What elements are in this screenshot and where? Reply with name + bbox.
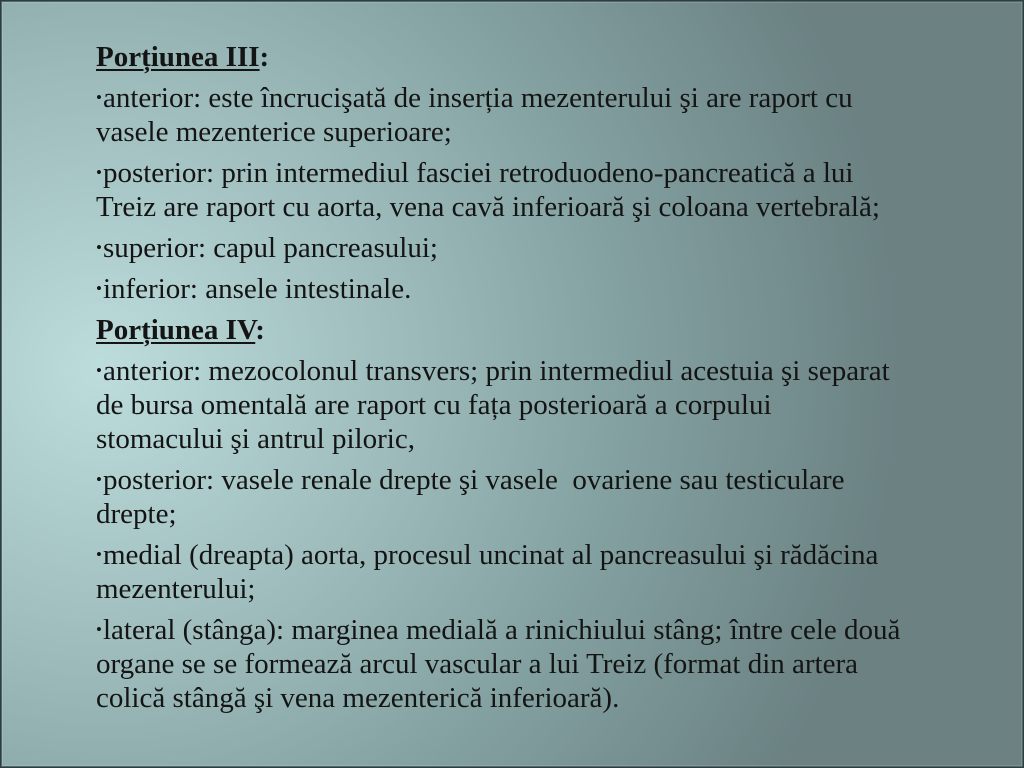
heading-line xyxy=(96,313,996,347)
bullet-marker: • xyxy=(96,361,102,380)
item-line: drepte; xyxy=(96,498,177,530)
item-line xyxy=(96,272,996,306)
item-text: inferior: ansele intestinale. xyxy=(102,273,412,305)
section-heading-portiunea-iii xyxy=(96,40,996,74)
slide-content xyxy=(96,40,996,715)
item-line xyxy=(96,613,996,647)
item-line: mezenterului; xyxy=(96,573,256,605)
item-text: medial (dreapta) aorta, procesul uncinat al pancreasului şi rădăcina xyxy=(102,539,879,571)
bullet-item-posterior-iv xyxy=(96,463,996,531)
bullet-marker: • xyxy=(96,545,102,564)
item-text: posterior: vasele renale drepte şi vasele ovariene sau testiculare xyxy=(102,464,845,496)
bullet-marker: • xyxy=(96,238,102,257)
item-line xyxy=(96,463,996,497)
heading-colon: : xyxy=(259,41,270,73)
item-text: posterior: prin intermediul fasciei retroduodeno-pancreatică a lui xyxy=(102,157,854,189)
bullet-marker: • xyxy=(96,163,102,182)
item-line xyxy=(96,538,996,572)
item-text: anterior: este încrucişată de inserția mezenterului şi are raport cu xyxy=(102,82,853,114)
item-line xyxy=(96,354,996,388)
item-line: Treiz are raport cu aorta, vena cavă inferioară şi coloana vertebrală; xyxy=(96,191,880,223)
item-line xyxy=(96,156,996,190)
bullet-marker: • xyxy=(96,620,102,639)
bullet-marker: • xyxy=(96,470,102,489)
bullet-item-medial-iv xyxy=(96,538,996,606)
heading-label: Porțiunea IV xyxy=(96,314,256,346)
bullet-item-inferior-iii xyxy=(96,272,996,306)
item-line: colică stângă şi vena mezenterică inferioară). xyxy=(96,682,620,714)
item-line: de bursa omentală are raport cu fața posterioară a corpului xyxy=(96,389,772,421)
item-text: anterior: mezocolonul transvers; prin intermediul acestuia şi separat xyxy=(102,355,890,387)
bullet-item-superior-iii xyxy=(96,231,996,265)
bullet-item-lateral-iv xyxy=(96,613,996,715)
item-text: superior: capul pancreasului; xyxy=(102,232,438,264)
bullet-item-anterior-iv xyxy=(96,354,996,456)
item-line xyxy=(96,81,996,115)
bullet-marker: • xyxy=(96,88,102,107)
bullet-item-anterior-iii xyxy=(96,81,996,149)
item-line: organe se se formează arcul vascular a lui Treiz (format din artera xyxy=(96,648,858,680)
item-text: lateral (stânga): marginea medială a rinichiului stâng; între cele două xyxy=(102,614,901,646)
item-line: vasele mezenterice superioare; xyxy=(96,116,452,148)
bullet-marker: • xyxy=(96,279,102,298)
heading-label: Porțiunea III xyxy=(96,41,260,73)
item-line: stomacului şi antrul piloric, xyxy=(96,423,415,455)
section-heading-portiunea-iv xyxy=(96,313,996,347)
heading-colon: : xyxy=(255,314,265,346)
item-line xyxy=(96,231,996,265)
bullet-item-posterior-iii xyxy=(96,156,996,224)
heading-line xyxy=(96,40,996,74)
